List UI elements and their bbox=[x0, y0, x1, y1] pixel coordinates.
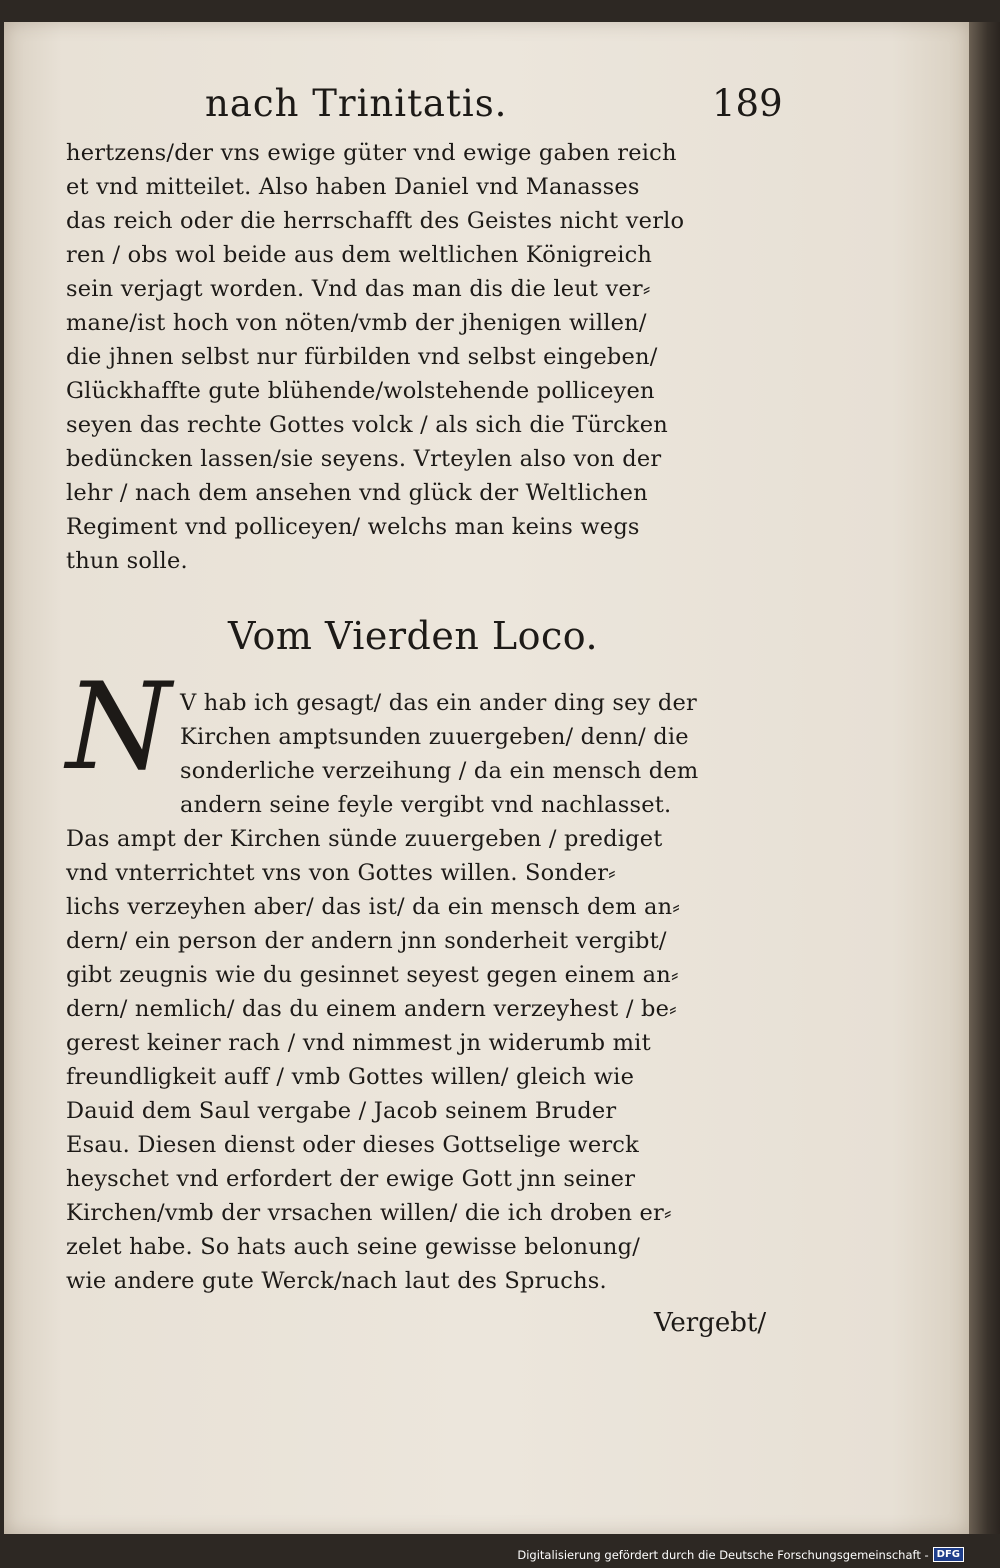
text-line: dern/ ein person der andern jnn sonderheit vergibt/ bbox=[66, 928, 667, 954]
text-line: bedüncken lassen/sie seyens. Vrteylen also von der bbox=[66, 446, 662, 472]
text-line: Kirchen amptsunden zuuergeben/ denn/ die bbox=[180, 724, 689, 750]
text-line: Regiment vnd polliceyen/ welchs man keins wegs bbox=[66, 514, 640, 540]
credit-text: Digitalisierung gefördert durch die Deutsche Forschungsgemeinschaft - bbox=[517, 1547, 929, 1562]
text-line: mane/ist hoch von nöten/vmb der jhenigen willen/ bbox=[66, 310, 647, 336]
text-line: sonderliche verzeihung / da ein mensch dem bbox=[180, 758, 699, 784]
text-line: gibt zeugnis wie du gesinnet seyest gegen einem an⸗ bbox=[66, 962, 679, 988]
text-line: andern seine feyle vergibt vnd nachlasset. bbox=[180, 792, 672, 818]
text-line: gerest keiner rach / vnd nimmest jn widerumb mit bbox=[66, 1030, 651, 1056]
text-line: sein verjagt worden. Vnd das man dis die leut ver⸗ bbox=[66, 276, 651, 302]
decorated-initial-letter: N bbox=[66, 658, 171, 797]
text-line: das reich oder die herrschafft des Geistes nicht verlo bbox=[66, 208, 685, 234]
text-line: thun solle. bbox=[66, 548, 188, 574]
text-line: Glückhaffte gute blühende/wolstehende polliceyen bbox=[66, 378, 655, 404]
text-line: Dauid dem Saul vergabe / Jacob seinem Bruder bbox=[66, 1098, 617, 1124]
text-line: et vnd mitteilet. Also haben Daniel vnd Manasses bbox=[66, 174, 640, 200]
section-heading: Vom Vierden Loco. bbox=[228, 614, 599, 658]
digitization-credit bbox=[517, 1547, 964, 1562]
text-line: die jhnen selbst nur fürbilden vnd selbst eingeben/ bbox=[66, 344, 658, 370]
text-line: dern/ nemlich/ das du einem andern verzeyhest / be⸗ bbox=[66, 996, 677, 1022]
text-line: heyschet vnd erfordert der ewige Gott jnn seiner bbox=[66, 1166, 636, 1192]
catchword: Vergebt/ bbox=[654, 1308, 767, 1338]
text-line: Kirchen/vmb der vrsachen willen/ die ich droben er⸗ bbox=[66, 1200, 672, 1226]
text-line: zelet habe. So hats auch seine gewisse belonung/ bbox=[66, 1234, 640, 1260]
dfg-logo: DFG bbox=[933, 1547, 964, 1562]
running-header-title: nach Trinitatis. bbox=[205, 82, 508, 125]
text-line: Das ampt der Kirchen sünde zuuergeben / prediget bbox=[66, 826, 663, 852]
text-line: vnd vnterrichtet vns von Gottes willen. Sonder⸗ bbox=[66, 860, 616, 886]
page-edge-shadow bbox=[969, 22, 1000, 1534]
page-number: 189 bbox=[712, 82, 783, 125]
text-line: hertzens/der vns ewige güter vnd ewige gaben reich bbox=[66, 140, 677, 166]
text-line: wie andere gute Werck/nach laut des Spruchs. bbox=[66, 1268, 607, 1294]
text-line: seyen das rechte Gottes volck / als sich die Türcken bbox=[66, 412, 668, 438]
text-line: lehr / nach dem ansehen vnd glück der Weltlichen bbox=[66, 480, 648, 506]
text-line: lichs verzeyhen aber/ das ist/ da ein mensch dem an⸗ bbox=[66, 894, 681, 920]
text-line: Esau. Diesen dienst oder dieses Gottselige werck bbox=[66, 1132, 639, 1158]
text-line: ren / obs wol beide aus dem weltlichen Königreich bbox=[66, 242, 653, 268]
text-line: V hab ich gesagt/ das ein ander ding sey der bbox=[180, 690, 698, 716]
text-line: freundligkeit auff / vmb Gottes willen/ gleich wie bbox=[66, 1064, 635, 1090]
